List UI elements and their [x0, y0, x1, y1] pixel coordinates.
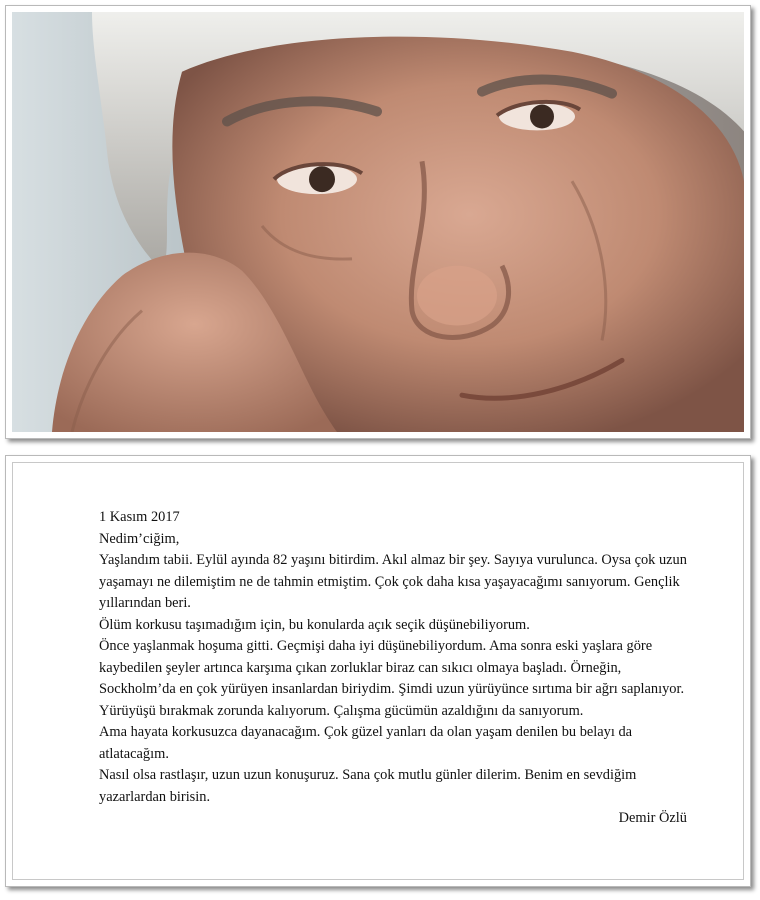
letter-paragraph: Ölüm korkusu taşımadığım için, bu konularda açık seçik düşünebiliyorum.	[99, 616, 530, 633]
letter-salutation: Nedim’ciğim,	[99, 530, 180, 547]
letter-signature: Demir Özlü	[618, 810, 687, 826]
letter-paragraph: Yaşlandım tabii. Eylül ayında 82 yaşını bitirdim. Akıl almaz bir şey. Sayıya vurulunca. Oysa çok uzun yaşamayı ne dilemiştim ne de tahmin etmiştim. Çok çok daha kısa yaşayacağımı sanıyorum. Gençlik yıllarından beri.	[99, 552, 687, 611]
letter-frame	[5, 455, 751, 887]
portrait-photo	[12, 12, 744, 432]
letter-body	[99, 507, 689, 830]
letter-paragraph: Önce yaşlanmak hoşuma gitti. Geçmişi daha iyi düşünebiliyordum. Ama sonra eski yaşlara göre kaybedilen şeyler artınca karşıma çıkan zorluklar biraz can sıkıcı olmaya başladı. Örneğin, Sockholm’da en çok yürüyen insanlardan biriydim. Şimdi uzun yürüyünce sırtıma bir ağrı saplanıyor. Yürüyüşü bırakmak zorunda kalıyorum. Çalışma gücümün azaldığını da sanıyorum.	[99, 638, 685, 719]
letter-card	[12, 462, 744, 880]
portrait-illustration	[12, 12, 744, 432]
photo-frame	[5, 5, 751, 439]
letter-paragraph: Nasıl olsa rastlaşır, uzun uzun konuşuruz. Sana çok mutlu günler dilerim. Benim en sevdiğim yazarlardan birisin.	[99, 767, 637, 805]
letter-date: 1 Kasım 2017	[99, 509, 180, 525]
letter-paragraph: Ama hayata korkusuzca dayanacağım. Çok güzel yanları da olan yaşam denilen bu belayı da atlatacağım.	[99, 724, 633, 762]
